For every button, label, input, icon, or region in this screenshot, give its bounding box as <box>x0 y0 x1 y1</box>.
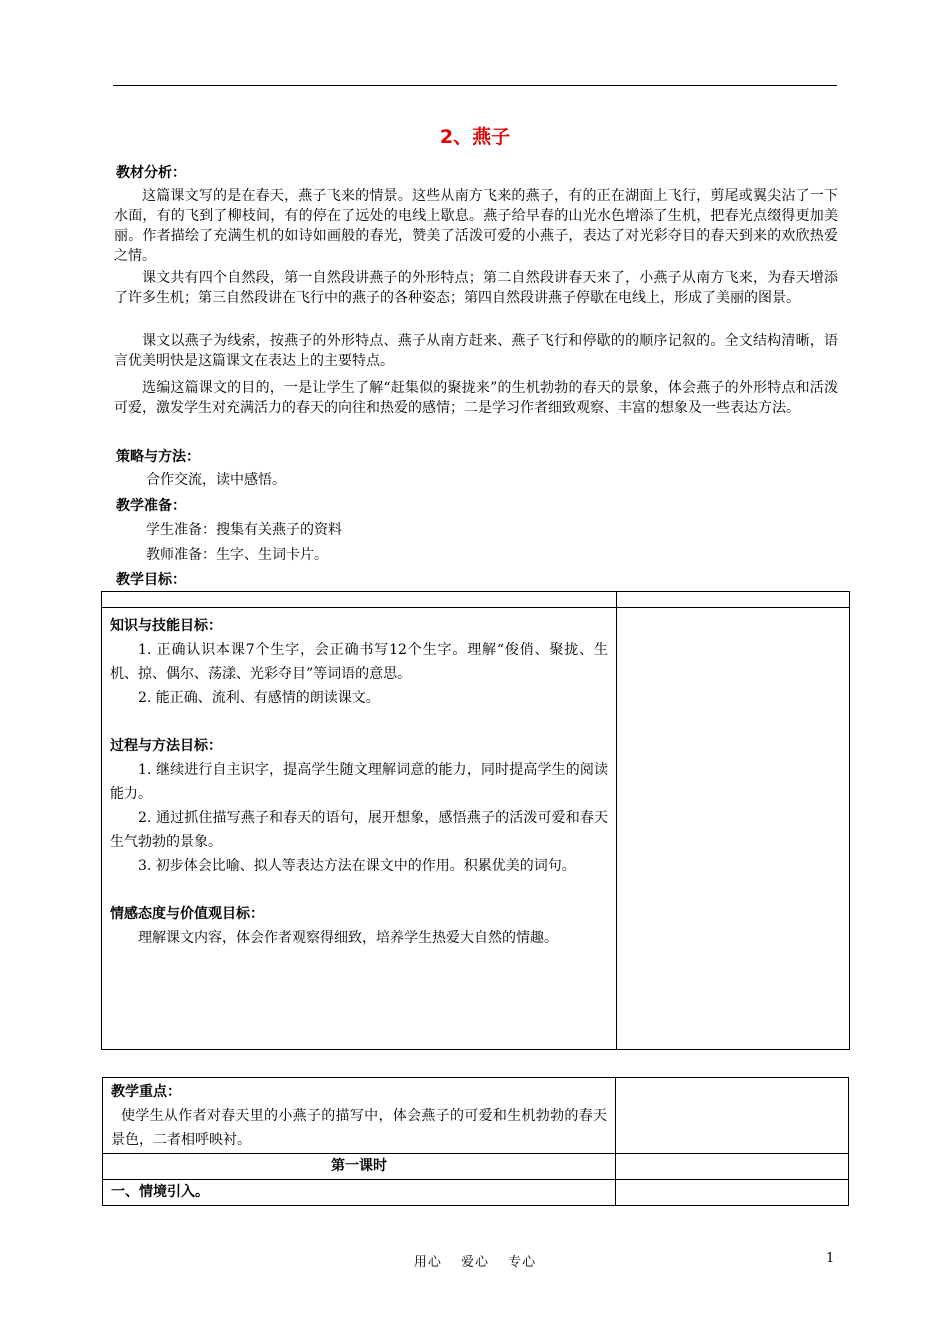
analysis-paragraph-4: 选编这篇课文的目的，一是让学生了解“赶集似的聚拢来”的生机勃勃的春天的景象，体会燕子的外形特点和活泼可爱，激发学生对充满活力的春天的向往和热爱的感情；二是学习作者细致观察、丰富的想象及一些表达方法。 <box>114 380 838 416</box>
analysis-paragraph-2: 课文共有四个自然段，第一自然段讲燕子的外形特点；第二自然段讲春天来了，小燕子从南方飞来，为春天增添了许多生机；第三自然段讲在飞行中的燕子的各种姿态；第四自然段讲燕子停歇在电线上，形成了美丽的图景。 <box>114 270 838 306</box>
header-rule <box>113 85 837 86</box>
goals-content-cell <box>102 608 617 1050</box>
step1-cell <box>103 1180 616 1206</box>
strategy-text: 合作交流，读中感悟。 <box>146 472 286 488</box>
process-item-1: 1. 继续进行自主识字，提高学生随文理解词意的能力，同时提高学生的阅读能力。 <box>110 762 608 802</box>
lesson-label: 第一课时 <box>331 1158 387 1174</box>
prep-teacher: 教师准备：生字、生词卡片。 <box>146 547 328 563</box>
step1-label: 一、情境引入。 <box>111 1184 209 1200</box>
page-number: 1 <box>826 1251 835 1266</box>
lesson-label-cell <box>103 1154 616 1180</box>
goals-table <box>101 591 850 1050</box>
prep-heading: 教学准备： <box>116 498 186 514</box>
emotion-text: 理解课文内容，体会作者观察得细致，培养学生热爱大自然的情趣。 <box>138 930 558 946</box>
goals-table-header-right <box>617 592 850 608</box>
goals-heading: 教学目标： <box>116 572 186 588</box>
footer-motto: 用心 爱心 专心 <box>413 1255 537 1270</box>
lesson-notes-cell <box>616 1154 849 1180</box>
analysis-heading: 教材分析： <box>116 165 186 181</box>
emotion-heading: 情感态度与价值观目标： <box>110 906 264 922</box>
process-item-2: 2. 通过抓住描写燕子和春天的语句，展开想象，感悟燕子的活泼可爱和春天生气勃勃的景象。 <box>110 810 608 850</box>
goals-notes-cell <box>617 608 850 1050</box>
goals-table-header-left <box>102 592 617 608</box>
knowledge-item-2: 2. 能正确、流利、有感情的朗读课文。 <box>138 690 380 706</box>
knowledge-heading: 知识与技能目标： <box>110 618 222 634</box>
step1-notes-cell <box>616 1180 849 1206</box>
focus-content-cell <box>103 1078 616 1154</box>
process-item-3: 3. 初步体会比喻、拟人等表达方法在课文中的作用。积累优美的词句。 <box>138 858 576 874</box>
focus-table <box>102 1077 849 1206</box>
focus-text: 使学生从作者对春天里的小燕子的描写中，体会燕子的可爱和生机勃勃的春天景色，二者相呼映衬。 <box>111 1108 607 1148</box>
analysis-paragraph-3: 课文以燕子为线索，按燕子的外形特点、燕子从南方赶来、燕子飞行和停歇的的顺序记叙的。全文结构清晰，语言优美明快是这篇课文在表达上的主要特点。 <box>114 333 838 369</box>
focus-heading: 教学重点： <box>111 1084 181 1100</box>
strategy-heading: 策略与方法： <box>116 449 200 465</box>
analysis-paragraph-1: 这篇课文写的是在春天，燕子飞来的情景。这些从南方飞来的燕子，有的正在湖面上飞行，剪尾或翼尖沾了一下水面，有的飞到了柳枝间，有的停在了远处的电线上歇息。燕子给早春的山光水色增添了生机，把春光点缀得更加美丽。作者描绘了充满生机的如诗如画般的春光，赞美了活泼可爱的小燕子，表达了对光彩夺目的春天到来的欢欣热爱之情。 <box>114 188 838 264</box>
focus-notes-cell <box>616 1078 849 1154</box>
knowledge-item-1: 1. 正确认识本课7个生字，会正确书写12个生字。理解“俊俏、聚拢、生机、掠、偶尔、荡漾、光彩夺目”等词语的意思。 <box>110 642 608 682</box>
document-title: 2、燕子 <box>439 126 511 148</box>
prep-student: 学生准备：搜集有关燕子的资料 <box>146 522 342 538</box>
process-heading: 过程与方法目标： <box>110 738 222 754</box>
